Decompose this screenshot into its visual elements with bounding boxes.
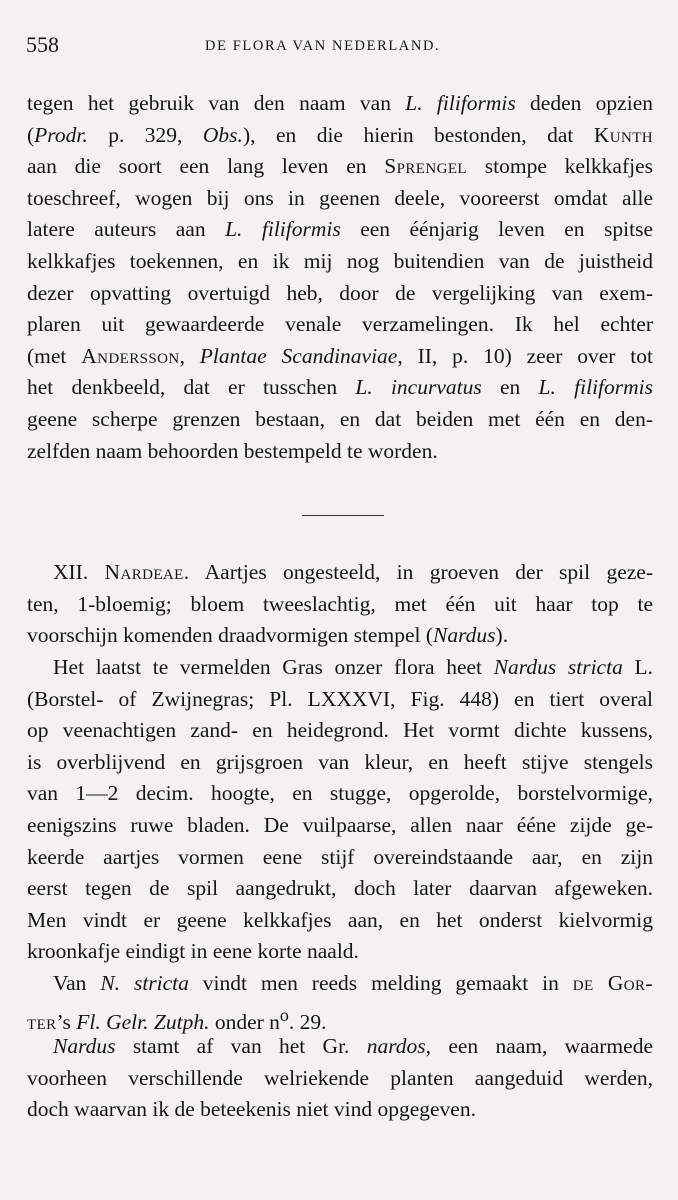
text-line: is overblijvend en grijsgroen van kleur, en heeft stijve stengels <box>27 749 653 774</box>
text-line: Nardus stamt af van het Gr. nardos, een naam, waarmede <box>53 1034 653 1058</box>
text-line: ter’s Fl. Gelr. Zutph. onder $n^o$. 29. <box>27 1004 327 1034</box>
author-name: Kunth <box>593 122 654 147</box>
author-name: ter <box>27 1009 57 1034</box>
text-line: tegen het gebruik van den naam van L. filiformis deden opzien <box>27 91 653 115</box>
text-line: Het laatst te vermelden Gras onzer flora heet Nardus stricta L. <box>53 655 653 679</box>
paragraph-nardus-stricta <box>27 652 653 968</box>
author-name: de Gor- <box>572 971 653 995</box>
text-line: voorschijn komenden draadvormigen stempel (Nardus). <box>27 623 509 648</box>
author-name: Andersson <box>81 343 180 368</box>
text-line: zelfden naam behoorden bestempeld te worden. <box>27 438 438 463</box>
running-head: DE FLORA VAN NEDERLAND. <box>205 38 441 54</box>
text-line: geene scherpe grenzen bestaan, en dat beiden met één en den- <box>27 406 653 431</box>
text-line: toeschreef, wogen bij ons in geenen deele, vooreerst omdat alle <box>27 185 653 210</box>
text-line: Van N. stricta vindt men reeds melding gemaakt in de Gor- <box>53 971 653 995</box>
text-line: keerde aartjes vormen eene stijf overeindstaande aar, en zijn <box>27 844 653 869</box>
page-number: 558 <box>26 32 59 57</box>
text-line: eenigszins ruwe bladen. De vuilpaarse, allen naar ééne zijde ge- <box>27 812 653 837</box>
text-line: op veenachtigen zand- en heidegrond. Het vormt dichte kussens, <box>27 718 653 743</box>
paragraph-etymology <box>27 1031 653 1126</box>
paragraph-nardeae-heading <box>27 557 653 652</box>
text-line: van 1—2 decim. hoogte, en stugge, opgerolde, borstelvormige, <box>27 781 653 806</box>
text-line: latere auteurs aan L. filiformis een éénjarig leven en spitse <box>27 217 653 242</box>
tribe-name: Nardeae. <box>104 560 190 584</box>
text-line: plaren uit gewaardeerde venale verzamelingen. Ik hel echter <box>27 312 653 337</box>
text-line: voorheen verschillende welriekende planten aangeduid werden, <box>27 1065 653 1090</box>
text-line: kroonkafje eindigt in eene korte naald. <box>27 939 359 964</box>
text-line: ten, 1-bloemig; bloem tweeslachtig, met één uit haar top te <box>27 591 653 616</box>
text-line: aan die soort een lang leven en Sprengel stompe kelkkafjes <box>27 154 653 179</box>
text-line: (Borstel- of Zwijnegras; Pl. LXXXVI, Fig. 448) en tiert overal <box>27 686 653 711</box>
text-line: XII. Nardeae. Aartjes ongesteeld, in groeven der spil geze- <box>53 560 653 584</box>
text-line: dezer opvatting overtuigd heb, door de vergelijking van exem- <box>27 280 653 305</box>
text-line: Men vindt er geene kelkkafjes aan, en het onderst kielvormig <box>27 907 653 932</box>
section-divider <box>302 515 384 516</box>
text-line: doch waarvan ik de beteekenis niet vind opgegeven. <box>27 1097 476 1122</box>
author-name: Sprengel <box>384 154 467 179</box>
text-line: (met Andersson, Plantae Scandinaviae, II, p. 10) zeer over tot <box>27 343 654 368</box>
text-line: het denkbeeld, dat er tusschen L. incurvatus en L. filiformis <box>27 375 653 400</box>
paragraph-de-gorter-reference <box>27 968 653 1034</box>
paragraph-linum-discussion <box>27 88 653 467</box>
text-line: eerst tegen de spil aangedrukt, doch later daarvan afgeweken. <box>27 876 653 901</box>
text-line: (Prodr. p. 329, Obs.), en die hierin bestonden, dat Kunth <box>27 122 654 147</box>
page-header <box>0 32 678 62</box>
text-line: kelkkafjes toekennen, en ik mij nog buitendien van de juistheid <box>27 248 653 273</box>
